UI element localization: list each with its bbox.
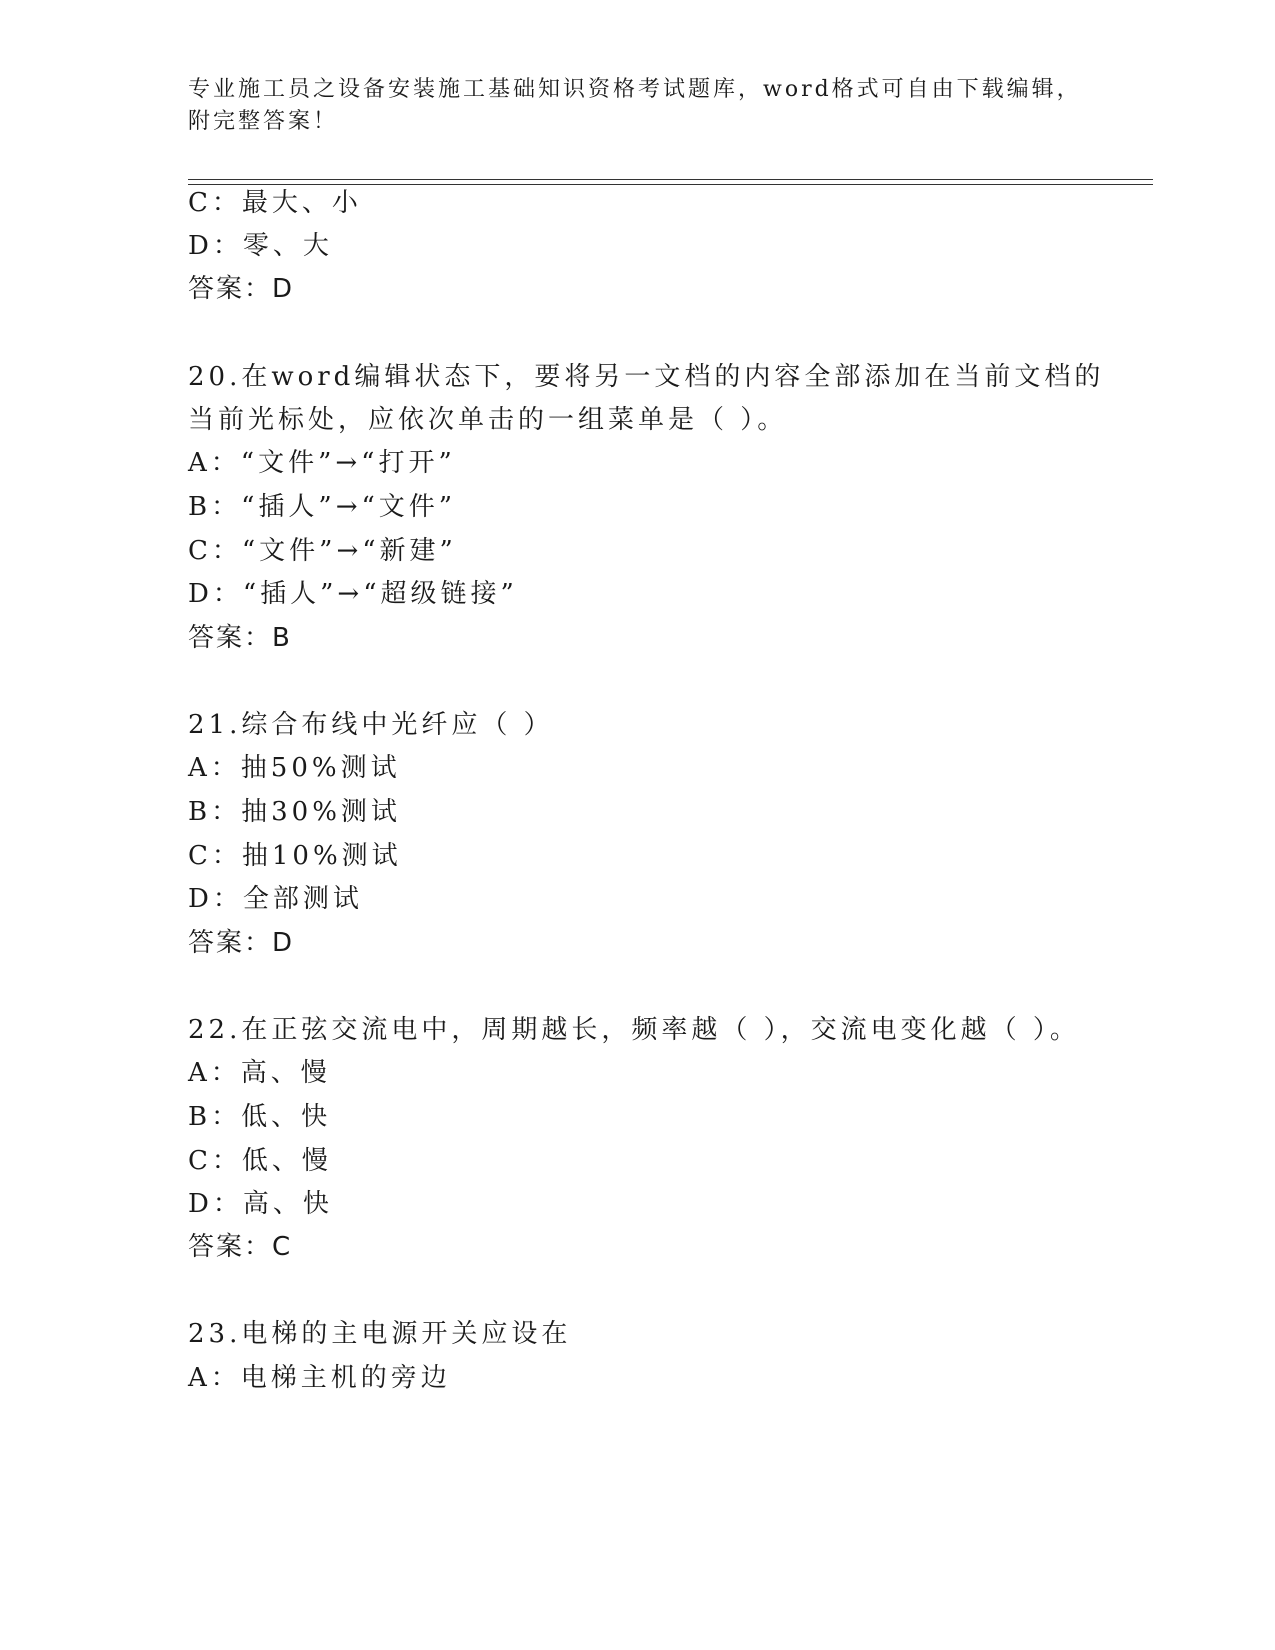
option-line: C：“文件”→“新建” [188, 536, 457, 566]
option-line: B：抽30%测试 [188, 797, 401, 827]
option-line: A：高、慢 [188, 1058, 331, 1088]
option-line: B：“插人”→“文件” [188, 492, 457, 522]
question-line: 23.电梯的主电源开关应设在 [188, 1319, 572, 1349]
document-header [188, 74, 1088, 138]
answer-line: 答案：C [188, 1232, 293, 1262]
question-line: 21.综合布线中光纤应（ ） [188, 710, 554, 740]
option-line: D：全部测试 [188, 884, 363, 914]
answer-line: 答案：D [188, 274, 295, 304]
answer-line: 答案：D [188, 928, 295, 958]
option-line: D：“插人”→“超级链接” [188, 579, 518, 609]
option-line: D：零、大 [188, 231, 333, 261]
question-line: 22.在正弦交流电中，周期越长，频率越（ ），交流电变化越（ ）。 [188, 1015, 1080, 1045]
option-line: C：低、慢 [188, 1146, 332, 1176]
option-line: A：电梯主机的旁边 [188, 1363, 451, 1393]
option-line: D：高、快 [188, 1189, 333, 1219]
answer-line: 答案：B [188, 623, 292, 653]
header-line-1: 专业施工员之设备安装施工基础知识资格考试题库，word格式可自由下载编辑， [188, 77, 1082, 102]
option-line: A：抽50%测试 [188, 753, 401, 783]
option-line: A：“文件”→“打开” [188, 448, 456, 478]
option-line: C：抽10%测试 [188, 841, 402, 871]
question-line: 20.在word编辑状态下，要将另一文档的内容全部添加在当前文档的 [188, 362, 1105, 392]
option-line: C：最大、小 [188, 188, 362, 218]
question-line: 当前光标处，应依次单击的一组菜单是（ ）。 [188, 405, 788, 435]
option-line: B：低、快 [188, 1102, 332, 1132]
header-line-2: 附完整答案！ [188, 109, 339, 134]
